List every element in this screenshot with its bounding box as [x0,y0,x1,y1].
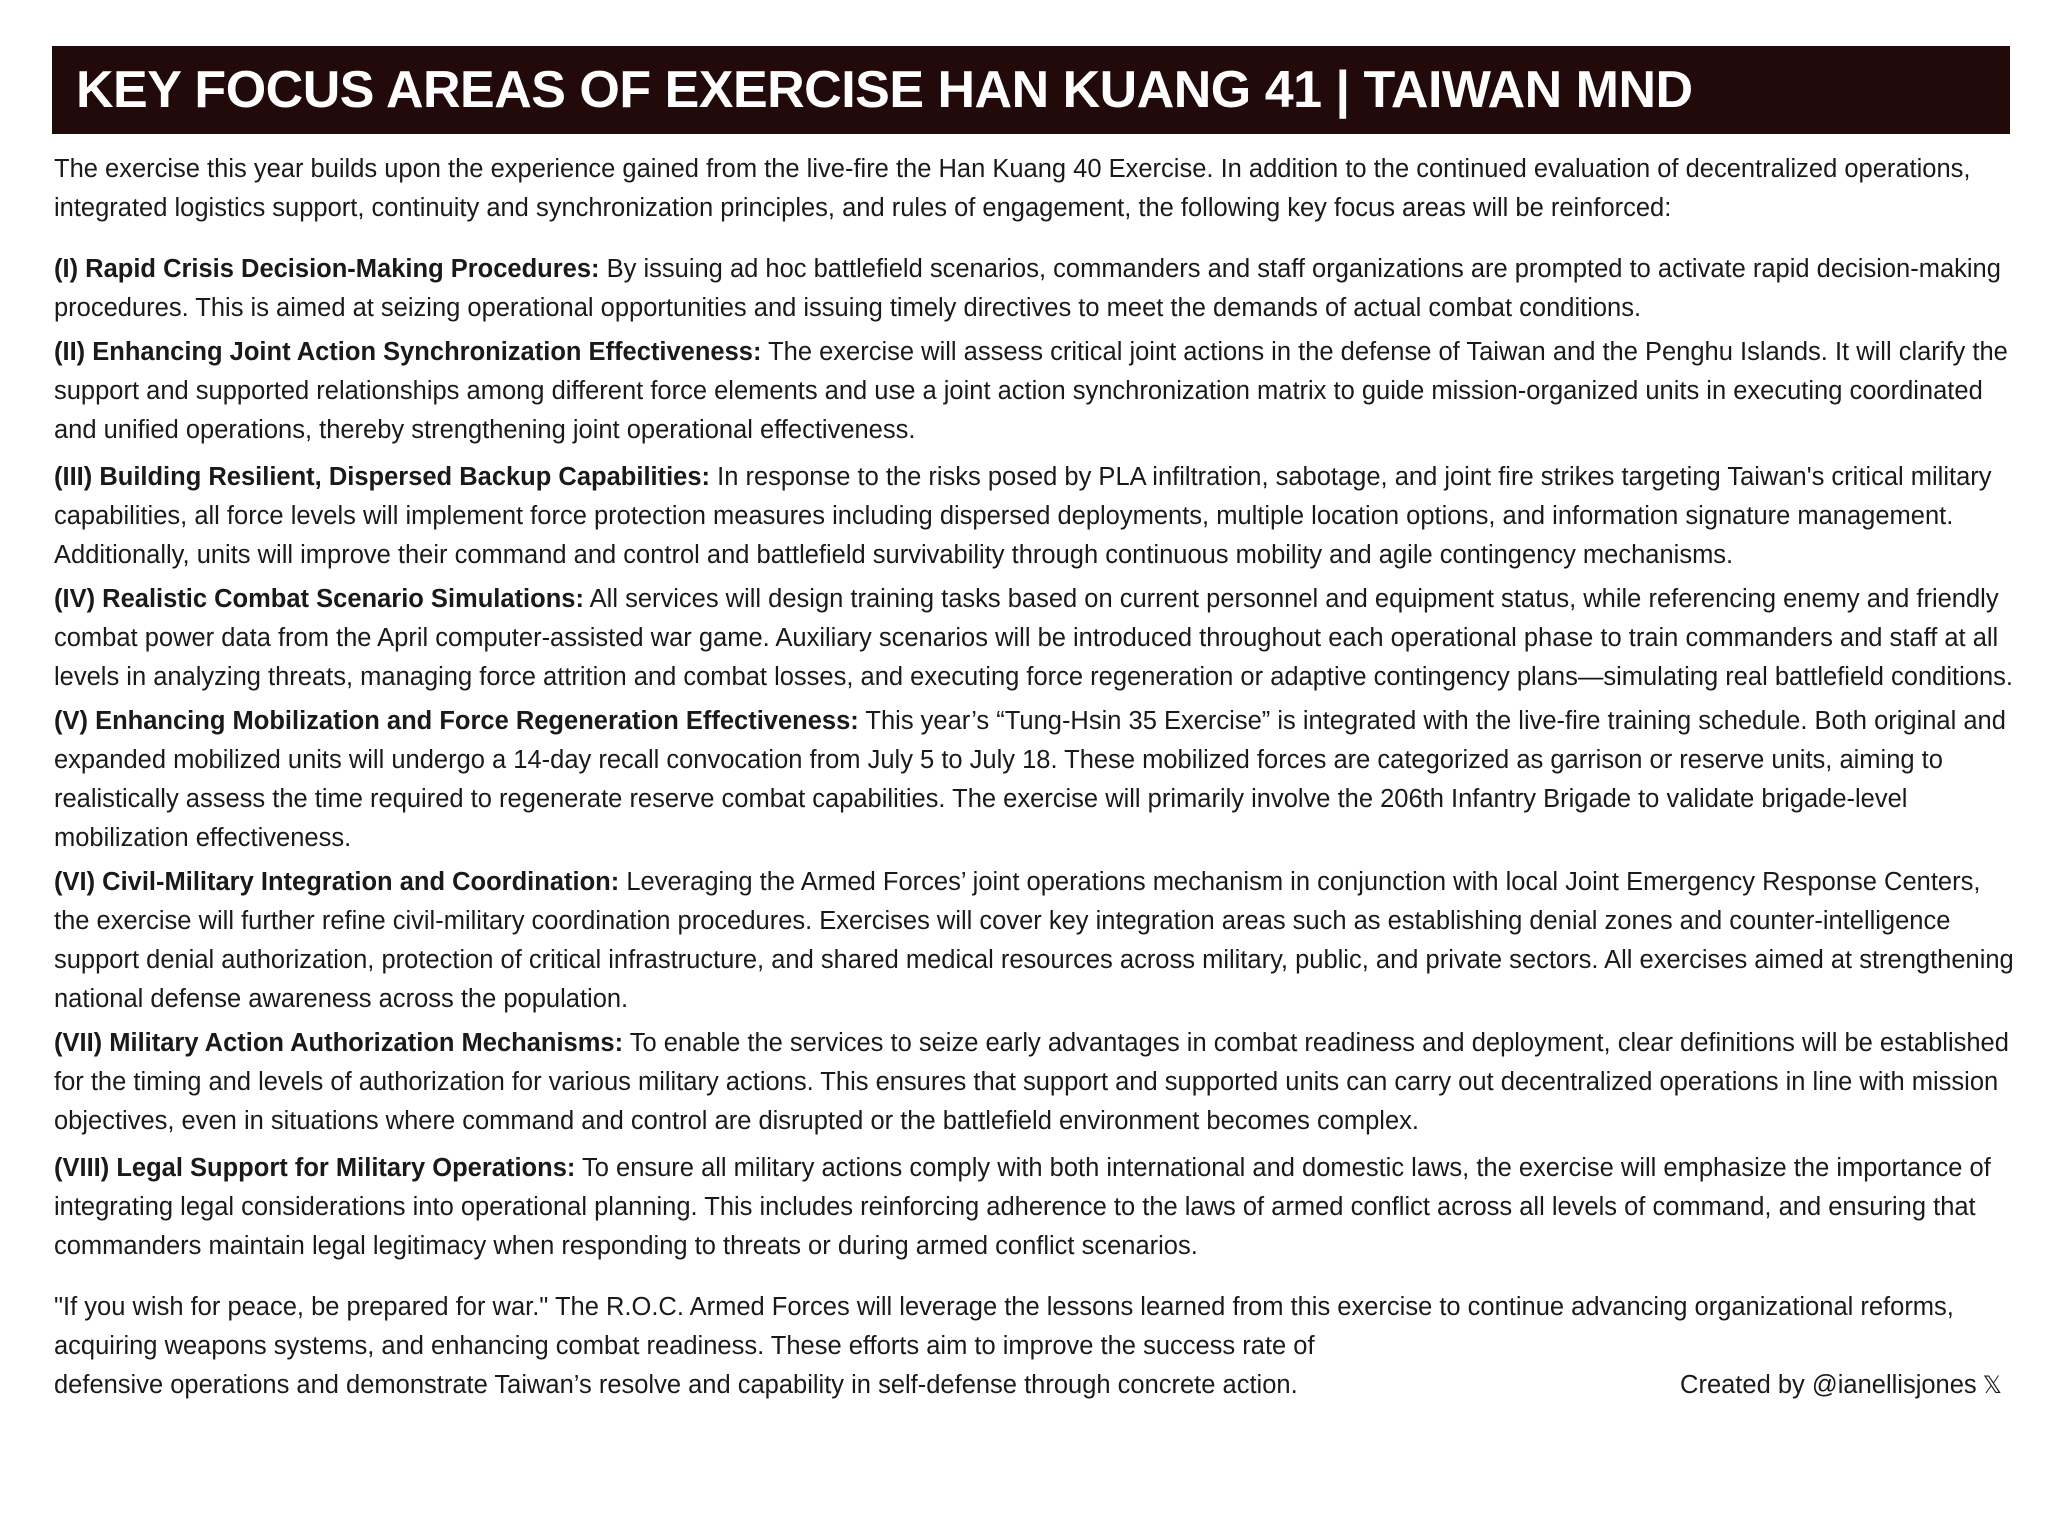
focus-area-3 [54,458,2014,575]
page-title: KEY FOCUS AREAS OF EXERCISE HAN KUANG 41 | TAIWAN MND [76,61,1693,119]
focus-area-body: This year’s “Tung-Hsin 35 Exercise” is integrated with the live-fire training schedule. Both original and expanded mobilized units will undergo a 14-day recall convocation from July 5 to July 18. These mobilized forces are categorized as garrison or reserve units, aiming to realistically assess the time required to regenerate reserve combat capabilities. The exercise will primarily involve the 206th Infantry Brigade to validate brigade-level mobilization effectiveness. [54,707,2006,852]
title-banner [52,46,2010,134]
focus-area-6 [54,863,2014,1019]
x-logo-icon: 𝕏 [1982,1371,2002,1399]
closing-last-line [54,1366,2014,1405]
focus-area-heading: (II) Enhancing Joint Action Synchronization Effectiveness: [54,338,762,366]
focus-area-5 [54,702,2014,858]
focus-area-body: In response to the risks posed by PLA infiltration, sabotage, and joint fire strikes targeting Taiwan's critical military capabilities, all force levels will implement force protection measures including dispersed deployments, multiple location options, and information signature management. Additionally, units will improve their command and control and battlefield survivability through continuous mobility and agile contingency mechanisms. [54,463,1992,569]
focus-area-body: The exercise will assess critical joint actions in the defense of Taiwan and the Penghu Islands. It will clarify the support and supported relationships among different force elements and use a joint action synchronization matrix to guide mission-organized units in executing coordinated and unified operations, thereby strengthening joint operational effectiveness. [54,338,2008,444]
focus-area-heading: (VII) Military Action Authorization Mechanisms: [54,1029,624,1057]
focus-area-8 [54,1149,2014,1266]
closing-paragraph [54,1288,2014,1405]
closing-text: "If you wish for peace, be prepared for war." The R.O.C. Armed Forces will leverage the lessons learned from this exercise to continue advancing organizational reforms, acquiring weapons systems, and enhancing combat readiness. These efforts aim to improve the success rate of [54,1293,1954,1360]
intro-paragraph: The exercise this year builds upon the experience gained from the live-fire the Han Kuang 40 Exercise. In addition to the continued evaluation of decentralized operations, integrated logistics support, continuity and synchronization principles, and rules of engagement, the following key focus areas will be reinforced: [54,155,1971,222]
focus-area-heading: (I) Rapid Crisis Decision-Making Procedures: [54,255,600,283]
focus-area-heading: (III) Building Resilient, Dispersed Backup Capabilities: [54,463,711,491]
focus-area-body: To ensure all military actions comply with both international and domestic laws, the exercise will emphasize the importance of integrating legal considerations into operational planning. This includes reinforcing adherence to the laws of armed conflict across all levels of command, and ensuring that commanders maintain legal legitimacy when responding to threats or during armed conflict scenarios. [54,1154,1991,1260]
focus-area-heading: (V) Enhancing Mobilization and Force Regeneration Effectiveness: [54,707,859,735]
focus-area-heading: (IV) Realistic Combat Scenario Simulations: [54,585,584,613]
focus-area-body: Leveraging the Armed Forces’ joint operations mechanism in conjunction with local Joint Emergency Response Centers, the exercise will further refine civil-military coordination procedures. Exercises will cover key integration areas such as establishing denial zones and counter-intelligence support denial authorization, protection of critical infrastructure, and shared medical resources across military, public, and private sectors. All exercises aimed at strengthening national defense awareness across the population. [54,868,2014,1013]
author-credit [1680,1366,2014,1405]
credit-text: Created by @ianellisjones [1680,1371,1977,1399]
focus-area-4 [54,580,2014,697]
focus-area-body: All services will design training tasks based on current personnel and equipment status, while referencing enemy and friendly combat power data from the April computer-assisted war game. Auxiliary scenarios will be introduced throughout each operational phase to train commanders and staff at all levels in analyzing threats, managing force attrition and combat losses, and executing force regeneration or adaptive contingency plans—simulating real battlefield conditions. [54,585,2013,691]
document-body [54,150,2014,1405]
focus-area-body: By issuing ad hoc battlefield scenarios, commanders and staff organizations are prompted to activate rapid decision-making procedures. This is aimed at seizing operational opportunities and issuing timely directives to meet the demands of actual combat conditions. [54,255,2001,322]
closing-text-end: defensive operations and demonstrate Taiwan’s resolve and capability in self-defense through concrete action. [54,1371,1298,1399]
focus-area-heading: (VIII) Legal Support for Military Operations: [54,1154,576,1182]
focus-area-7 [54,1024,2014,1141]
focus-area-heading: (VI) Civil-Military Integration and Coordination: [54,868,620,896]
focus-area-body: To enable the services to seize early advantages in combat readiness and deployment, clear definitions will be established for the timing and levels of authorization for various military actions. This ensures that support and supported units can carry out decentralized operations in line with mission objectives, even in situations where command and control are disrupted or the battlefield environment becomes complex. [54,1029,2009,1135]
focus-area-1 [54,250,2014,328]
focus-area-2 [54,333,2014,450]
